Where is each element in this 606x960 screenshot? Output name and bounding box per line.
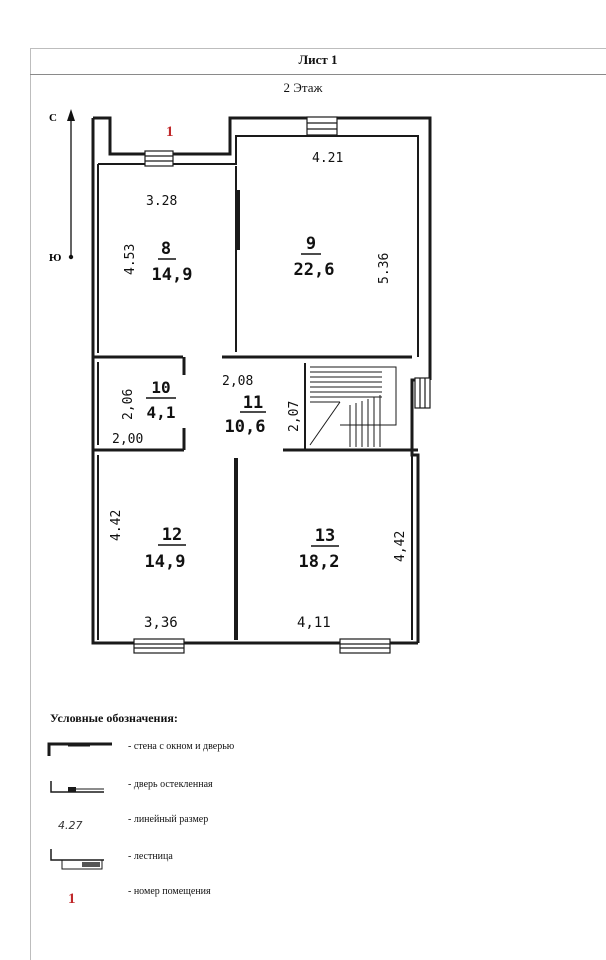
room-number-icon: 1 xyxy=(68,891,76,907)
legend-title: Условные обозначения: xyxy=(50,711,178,725)
linear-dimension-icon: 4.27 xyxy=(58,819,83,832)
window-north-right xyxy=(307,117,337,135)
legend-item-room-number: - номер помещения xyxy=(128,886,211,897)
legend-item-staircase: - лестница xyxy=(128,851,173,862)
room-11-area: 10,6 xyxy=(224,417,266,437)
legend-item-glazed-door: - дверь остекленная xyxy=(128,779,213,790)
room-10-area: 4,1 xyxy=(146,403,176,422)
room-11-number: 11 xyxy=(242,393,264,413)
room-10-dim-height: 2,06 xyxy=(121,388,136,420)
room-9-dim-height: 5.36 xyxy=(377,252,392,284)
window-east xyxy=(415,378,430,408)
room-12-area: 14,9 xyxy=(144,552,186,572)
room-12-dim-height: 4.42 xyxy=(109,509,124,541)
room-9-dim-width: 4.21 xyxy=(312,151,344,166)
wall-west-south xyxy=(93,118,418,643)
wall-window-door-icon xyxy=(46,740,116,758)
stair-number: 1 xyxy=(166,124,174,140)
window-south-left xyxy=(134,639,184,653)
room-8-area: 14,9 xyxy=(151,265,193,285)
compass xyxy=(49,109,75,264)
room-11-dim-width: 2,08 xyxy=(222,374,254,389)
room-8-dim-width: 3.28 xyxy=(146,194,178,209)
legend-item-wall: - стена с окном и дверью xyxy=(128,741,235,752)
room-13-number: 13 xyxy=(314,526,336,546)
room-9-area: 22,6 xyxy=(293,260,335,280)
wall-inner-north xyxy=(98,136,418,357)
windows xyxy=(134,117,430,653)
staircase xyxy=(305,363,396,450)
compass-dot xyxy=(69,255,73,259)
room-8-dim-height: 4.53 xyxy=(123,243,138,275)
staircase-icon xyxy=(48,846,108,872)
legend-item-dimension: - линейный размер xyxy=(128,814,209,825)
stair-landing xyxy=(382,367,396,425)
compass-north-label: С xyxy=(49,112,57,124)
compass-arrow-icon xyxy=(67,109,75,121)
compass-south-label: Ю xyxy=(49,252,62,264)
room-8-number: 8 xyxy=(160,239,172,259)
room-10-dim-width: 2,00 xyxy=(112,432,144,447)
room-12-number: 12 xyxy=(161,525,183,545)
room-13-dim-height: 4,42 xyxy=(393,530,408,562)
floor-label: 2 Этаж xyxy=(283,80,323,95)
room-11-dim-height: 2,07 xyxy=(287,400,302,432)
room-labels xyxy=(109,151,408,631)
room-9-number: 9 xyxy=(305,234,317,254)
stair-diagonal xyxy=(310,402,340,445)
window-south-right xyxy=(340,639,390,653)
room-12-dim-width: 3,36 xyxy=(144,615,178,631)
wall-east xyxy=(412,380,430,643)
sheet-title: Лист 1 xyxy=(298,52,338,67)
room-13-dim-width: 4,11 xyxy=(297,615,331,631)
wall-north xyxy=(93,118,430,380)
window-north-left xyxy=(145,151,173,166)
glazed-door-icon xyxy=(48,778,108,796)
room-10-number: 10 xyxy=(151,378,171,397)
room-13-area: 18,2 xyxy=(298,552,340,572)
